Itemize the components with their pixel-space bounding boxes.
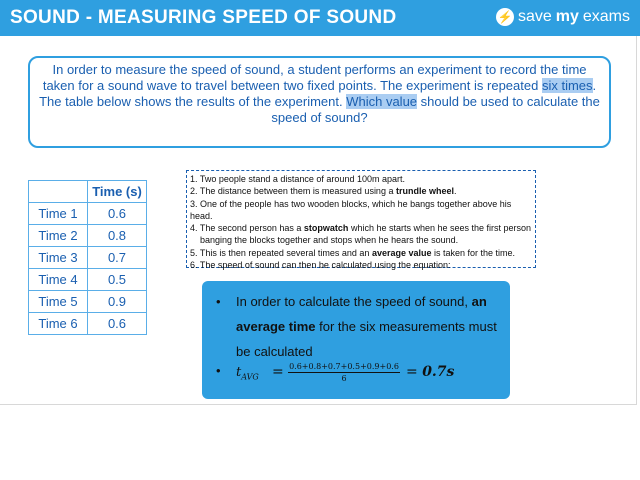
step-5-text: 5. This is then repeated several times and an xyxy=(190,247,372,258)
table-row xyxy=(29,225,147,247)
results-table xyxy=(28,180,147,335)
formula-result xyxy=(406,364,454,380)
table-cell-label: Time 1 xyxy=(29,203,88,225)
formula-variable: t xyxy=(236,365,242,380)
formula-fraction xyxy=(288,362,400,383)
answer-bold: an average time xyxy=(236,294,487,334)
table-header-row xyxy=(29,181,147,203)
formula-result-equals: = xyxy=(406,364,418,380)
table-cell-value: 0.6 xyxy=(88,313,147,335)
question-text-middle: . The table below shows the results of the experiment. xyxy=(39,78,597,109)
table-row xyxy=(29,269,147,291)
header-bar xyxy=(0,0,640,36)
brand-text-save: save xyxy=(517,8,552,25)
table-cell-value: 0.7 xyxy=(88,247,147,269)
answer-text-1: In order to calculate the speed of sound, xyxy=(236,294,472,309)
answer-bullet-text xyxy=(216,289,498,364)
question-text-before: In order to measure the speed of sound, a student performs an experiment to record the time taken for a sound wave to travel between two fixed points. The experiment is repeated xyxy=(42,62,587,93)
brand-text-exams: exams xyxy=(582,8,630,25)
table-header-cell xyxy=(29,181,88,203)
step-2 xyxy=(190,185,532,197)
question-text-after: should be used to calculate the speed of sound? xyxy=(271,94,600,125)
formula-subscript: AVG xyxy=(241,372,259,382)
highlight-which-value: Which value xyxy=(346,94,418,109)
table-row xyxy=(29,247,147,269)
table-row xyxy=(29,291,147,313)
question-box xyxy=(28,56,611,148)
table-cell-label: Time 6 xyxy=(29,313,88,335)
method-steps-box xyxy=(186,170,536,271)
step-5-end: is taken for the time. xyxy=(431,247,516,258)
brand-logo xyxy=(496,8,630,26)
table-cell-label: Time 3 xyxy=(29,247,88,269)
table-cell-value: 0.6 xyxy=(88,203,147,225)
table-row xyxy=(29,203,147,225)
formula-lhs xyxy=(236,365,259,382)
step-4-text: 4. The second person has a xyxy=(190,223,304,234)
step-4-bold: stopwatch xyxy=(303,223,349,234)
step-4-end: which he starts when he sees the first person xyxy=(348,223,532,234)
formula-numerator: 0.6+0.8+0.7+0.5+0.9+0.6 xyxy=(289,362,399,371)
brand-text-my: my xyxy=(555,8,579,25)
answer-text-2: for the six measurements must be calculated xyxy=(236,319,497,359)
average-formula xyxy=(216,359,498,393)
formula-equals: = xyxy=(272,364,284,380)
highlight-six-times: six times xyxy=(541,78,593,93)
step-5 xyxy=(190,247,532,259)
step-3: 3. One of the people has two wooden blocks, which he bangs together above his head. xyxy=(190,198,512,221)
table-cell-value: 0.8 xyxy=(88,225,147,247)
table-row xyxy=(29,313,147,335)
bullet-icon: • xyxy=(216,294,221,309)
step-5-bold: average value xyxy=(371,247,432,258)
step-1: 1. Two people stand a distance of around 100m apart. xyxy=(190,174,405,184)
table-cell-label: Time 5 xyxy=(29,291,88,313)
bullet-icon: • xyxy=(216,363,221,378)
table-cell-value: 0.5 xyxy=(88,269,147,291)
step-2-end: . xyxy=(453,186,457,197)
answer-box xyxy=(202,281,510,399)
page-title: SOUND - MEASURING SPEED OF SOUND xyxy=(10,7,397,28)
table-cell-value: 0.9 xyxy=(88,291,147,313)
table-cell-label: Time 2 xyxy=(29,225,88,247)
table-header-cell: Time (s) xyxy=(88,181,147,203)
formula-denominator: 6 xyxy=(341,374,347,383)
table-cell-label: Time 4 xyxy=(29,269,88,291)
step-2-bold: trundle wheel xyxy=(395,186,454,197)
answer-explanation xyxy=(236,289,498,364)
step-4 xyxy=(190,222,532,234)
step-2-text: 2. The distance between them is measured using a xyxy=(190,186,396,197)
formula-result-value: 0.7s xyxy=(422,364,455,380)
step-4-continued: banging the blocks together and stops when he hears the sound. xyxy=(200,235,459,246)
lightning-bolt-icon: ⚡ xyxy=(497,10,513,24)
step-6: 6. The speed of sound can then be calculated using the equation: xyxy=(190,260,451,271)
